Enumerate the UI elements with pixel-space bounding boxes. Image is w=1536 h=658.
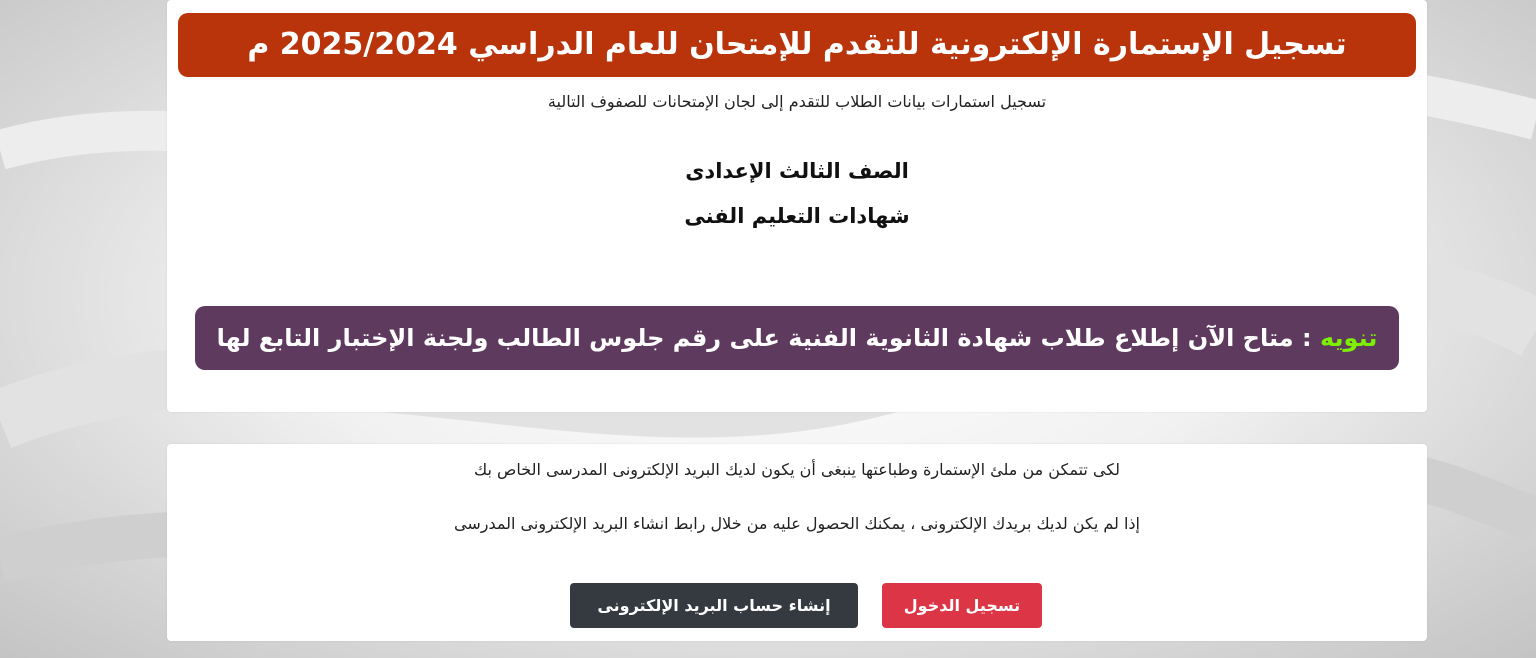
create-email-button[interactable]: إنشاء حساب البريد الإلكترونى [570, 583, 858, 628]
page-title: تسجيل الإستمارة الإلكترونية للتقدم للإمتحان للعام الدراسي 2025/2024 م [178, 13, 1416, 77]
login-button[interactable]: تسجيل الدخول [882, 583, 1042, 628]
notice-separator: : [1293, 324, 1320, 352]
page-subtitle: تسجيل استمارات بيانات الطلاب للتقدم إلى لجان الإمتحانات للصفوف التالية [547, 92, 1047, 111]
grade-item-preparatory: الصف الثالث الإعدادى [685, 159, 909, 183]
notice-text: متاح الآن إطلاع طلاب شهادة الثانوية الفنية على رقم جلوس الطالب ولجنة الإختبار التابع لها [216, 324, 1294, 352]
grade-item-technical: شهادات التعليم الفنى [684, 204, 910, 228]
notice-label: تنويه [1319, 324, 1378, 352]
email-requirement-text: لكى تتمكن من ملئ الإستمارة وطباعتها ينبغى أن يكون لديك البريد الإلكترونى المدرسى الخاص بك [474, 460, 1120, 479]
email-creation-hint: إذا لم يكن لديك بريدك الإلكترونى ، يمكنك الحصول عليه من خلال رابط انشاء البريد الإلكترونى المدرسى [454, 514, 1140, 533]
email-info-card [167, 444, 1427, 641]
registration-card [167, 0, 1427, 412]
notice-banner [195, 306, 1399, 370]
